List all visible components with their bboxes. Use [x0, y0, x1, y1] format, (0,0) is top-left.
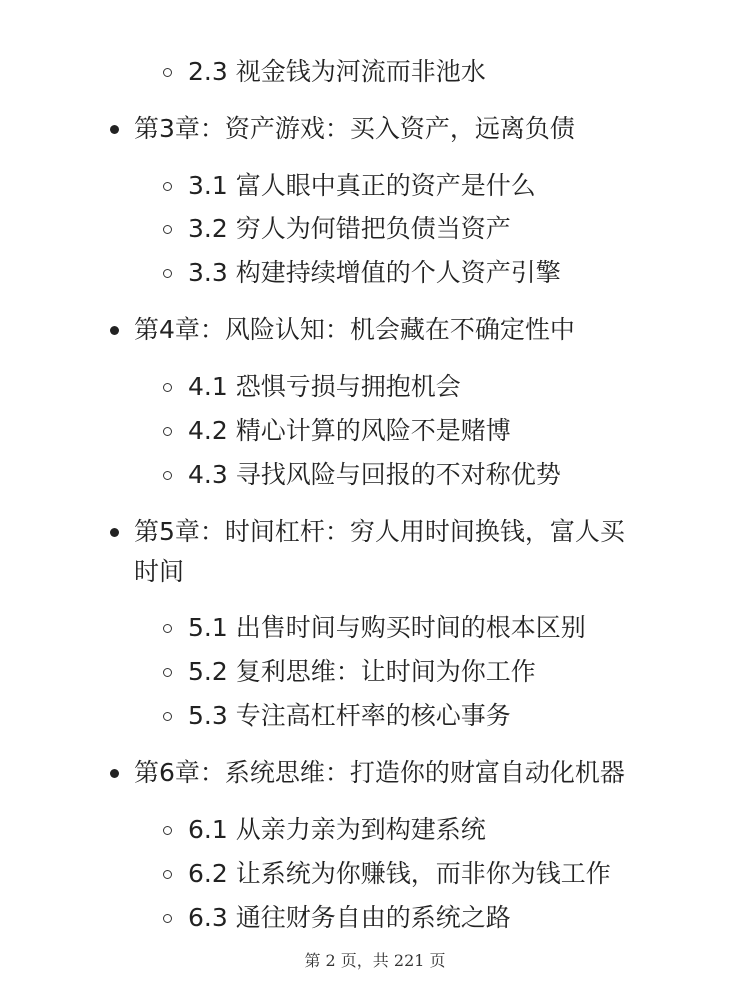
toc-chapter-6: 第6章：系统思维：打造你的财富自动化机器 — [134, 758, 625, 787]
hollow-bullet-icon — [163, 471, 172, 480]
hollow-bullet-icon — [163, 624, 172, 633]
toc-chapter-3: 第3章：资产游戏：买入资产，远离负债 — [134, 114, 575, 143]
toc-section-5-3: 5.3 专注高杠杆率的核心事务 — [188, 701, 511, 730]
hollow-bullet-icon — [163, 269, 172, 278]
toc-section-2-3: 2.3 视金钱为河流而非池水 — [188, 57, 486, 86]
toc-section-4-2: 4.2 精心计算的风险不是赌博 — [188, 416, 511, 445]
toc-section-6-2: 6.2 让系统为你赚钱，而非你为钱工作 — [188, 859, 611, 888]
bullet-icon — [110, 326, 119, 335]
toc-section-5-1: 5.1 出售时间与购买时间的根本区别 — [188, 613, 586, 642]
toc-section-5-2: 5.2 复利思维：让时间为你工作 — [188, 657, 536, 686]
toc-chapter-4: 第4章：风险认知：机会藏在不确定性中 — [134, 315, 575, 344]
toc-section-4-1: 4.1 恐惧亏损与拥抱机会 — [188, 372, 461, 401]
hollow-bullet-icon — [163, 427, 172, 436]
page-number-footer: 第 2 页，共 221 页 — [304, 951, 446, 970]
toc-section-4-3: 4.3 寻找风险与回报的不对称优势 — [188, 460, 561, 489]
toc-section-3-1: 3.1 富人眼中真正的资产是什么 — [188, 171, 536, 200]
hollow-bullet-icon — [163, 668, 172, 677]
toc-chapter-5-line-2: 时间 — [134, 557, 185, 586]
hollow-bullet-icon — [163, 826, 172, 835]
hollow-bullet-icon — [163, 182, 172, 191]
bullet-icon — [110, 125, 119, 134]
toc-section-3-3: 3.3 构建持续增值的个人资产引擎 — [188, 258, 561, 287]
hollow-bullet-icon — [163, 383, 172, 392]
hollow-bullet-icon — [163, 68, 172, 77]
bullet-icon — [110, 769, 119, 778]
hollow-bullet-icon — [163, 914, 172, 923]
toc-chapter-5-line-1: 第5章：时间杠杆：穷人用时间换钱，富人买 — [134, 517, 625, 546]
toc-section-3-2: 3.2 穷人为何错把负债当资产 — [188, 214, 511, 243]
toc-section-6-3: 6.3 通往财务自由的系统之路 — [188, 903, 511, 932]
hollow-bullet-icon — [163, 712, 172, 721]
bullet-icon — [110, 528, 119, 537]
toc-section-6-1: 6.1 从亲力亲为到构建系统 — [188, 815, 486, 844]
hollow-bullet-icon — [163, 870, 172, 879]
hollow-bullet-icon — [163, 225, 172, 234]
